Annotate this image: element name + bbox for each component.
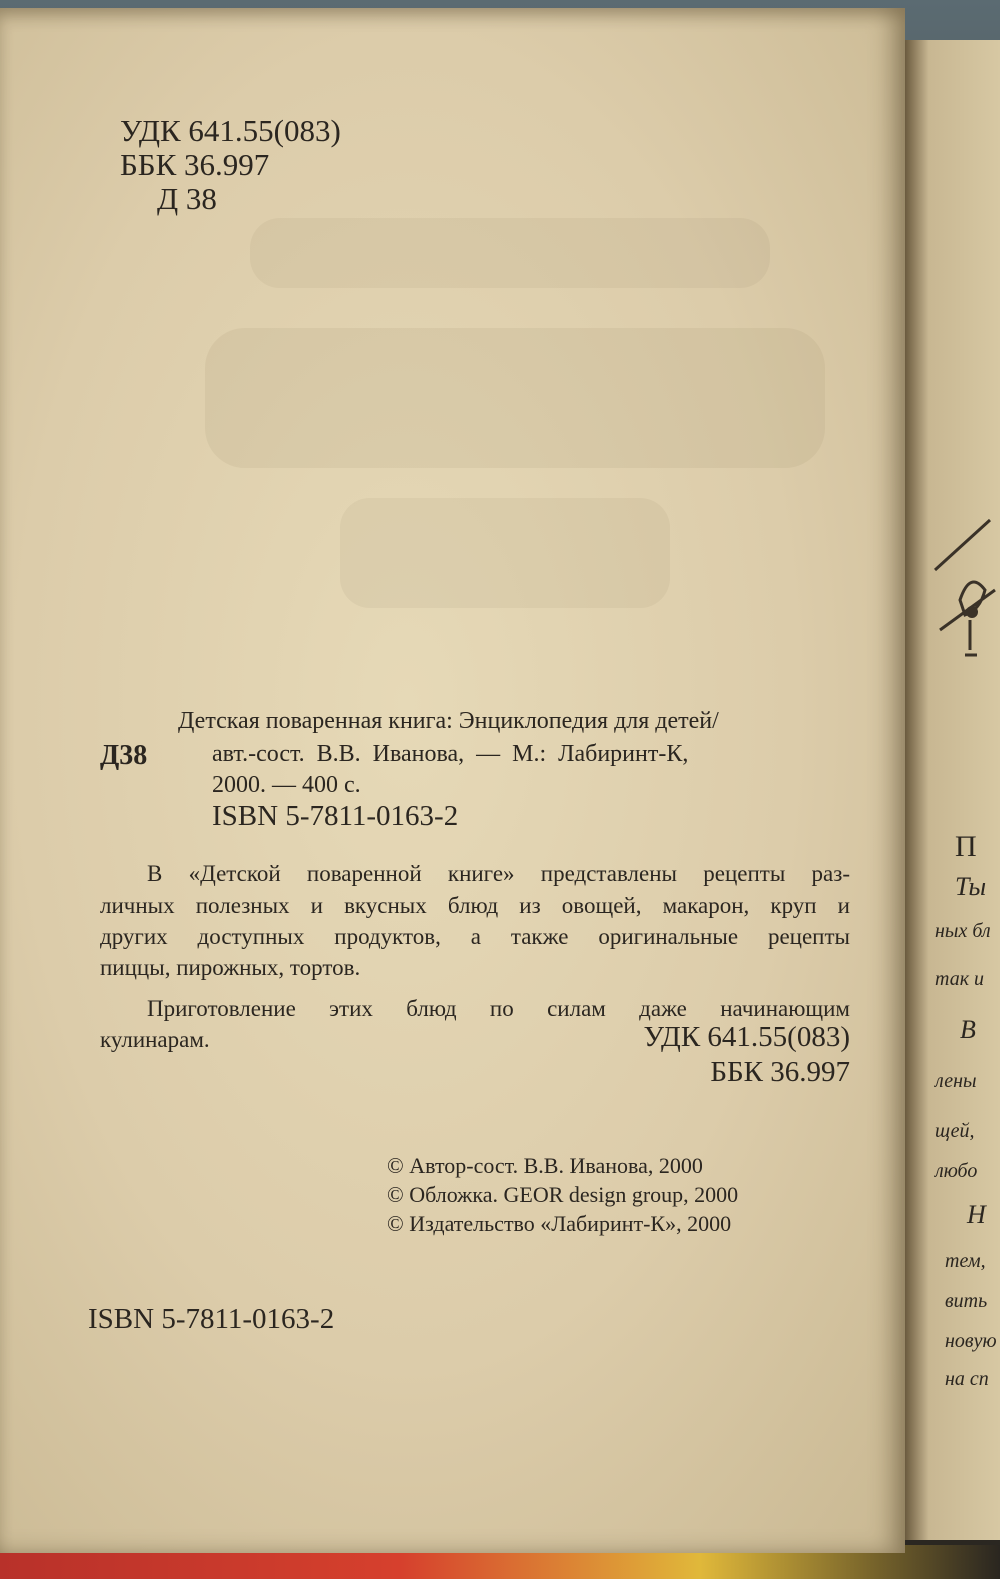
next-page-text: ных бл	[935, 920, 991, 942]
udk-block-top	[120, 114, 341, 216]
next-page-text: тем,	[945, 1250, 986, 1272]
next-page-text: лены	[935, 1070, 977, 1092]
author-mark: Д 38	[157, 181, 217, 216]
next-page-text: Н	[967, 1200, 986, 1229]
isbn-top: ISBN 5-7811-0163-2	[212, 800, 459, 832]
show-through-shadow	[250, 218, 770, 288]
book-page	[0, 8, 905, 1553]
bbk-code: ББК 36.997	[710, 1056, 850, 1088]
next-page-text: вить	[945, 1290, 988, 1312]
udk-code: УДК 641.55(083)	[643, 1021, 850, 1053]
copyright-line: © Автор-сост. В.В. Иванова, 2000	[387, 1153, 703, 1178]
next-page-text: новую	[945, 1330, 997, 1352]
bibliography-line: авт.-сост. В.В. Иванова, — М.: Лабиринт-К,	[212, 741, 689, 767]
next-page-text: так и	[935, 968, 985, 990]
bibliography-line: 2000. — 400 с.	[212, 772, 361, 798]
next-page-edge	[905, 40, 1000, 1540]
bbk-code: ББК 36.997	[120, 147, 270, 182]
next-page-text: П	[955, 830, 977, 863]
annotation-line: личных полезных и вкусных блюд из овощей, макарон, круп и	[100, 893, 850, 918]
next-page-text: Ты	[955, 872, 987, 901]
annotation-line: других доступных продуктов, а также оригинальные рецепты	[100, 924, 850, 949]
show-through-shadow	[205, 328, 825, 468]
copyright-line: © Издательство «Лабиринт-К», 2000	[387, 1211, 732, 1236]
udk-block-bottom	[580, 1020, 850, 1090]
next-page-text: любо	[935, 1160, 978, 1182]
annotation-line: кулинарам.	[100, 1027, 210, 1052]
next-page-text: на сп	[945, 1368, 989, 1390]
copyright-line: © Обложка. GEOR design group, 2000	[387, 1182, 739, 1207]
bibliography-line: Детская поваренная книга: Энциклопедия для детей/	[178, 708, 719, 734]
annotation-line: пиццы, пирожных, тортов.	[100, 955, 361, 980]
udk-code: УДК 641.55(083)	[120, 113, 341, 148]
show-through-shadow	[340, 498, 670, 608]
isbn-bottom: ISBN 5-7811-0163-2	[88, 1303, 335, 1335]
catalog-code: Д38	[100, 740, 148, 771]
next-page-text: В	[960, 1015, 976, 1044]
illustration-sketch-icon	[930, 480, 1000, 680]
annotation-line: Приготовление этих блюд по силам даже начинающим	[147, 996, 850, 1021]
next-page-text: щей,	[935, 1120, 975, 1142]
annotation-line: В «Детской поваренной книге» представлены рецепты раз-	[147, 861, 850, 886]
